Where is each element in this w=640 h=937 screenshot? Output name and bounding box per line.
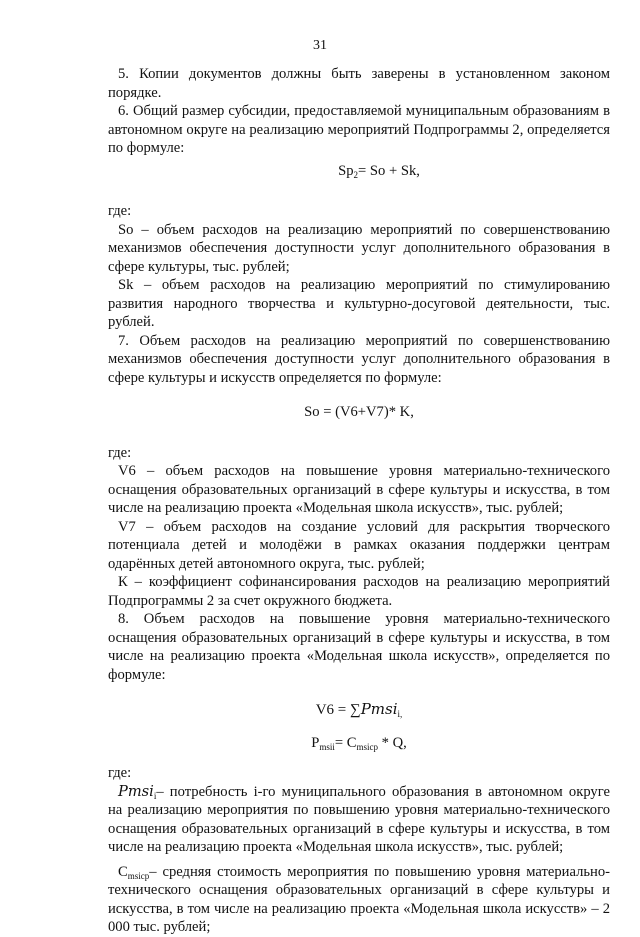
page-number: 31 bbox=[313, 38, 327, 53]
so-definition: So – объем расходов на реализацию мероприятий по совершенствованию механизмов обеспечения доступности услуг дополнительного образования в сфере культуры, тыс. рублей; bbox=[108, 221, 610, 275]
paragraph-7: 7. Объем расходов на реализацию мероприятий по совершенствованию механизмов обеспечения доступности услуг дополнительного образования в сфере культуры и искусств определяется по формуле: bbox=[108, 332, 610, 386]
cmsicp-definition bbox=[108, 863, 610, 937]
formula-pmsi bbox=[108, 734, 610, 753]
formula-sp2-subscript: 2 bbox=[353, 169, 359, 180]
formula-sp2-right: = So + Sk, bbox=[358, 162, 420, 179]
cmsicp-symbol-subscript: msicp bbox=[127, 870, 150, 881]
paragraph-6: 6. Общий размер субсидии, предоставляемой муниципальным образованиям в автономном округе на реализацию мероприятий Подпрограммы 2, определяется по формуле: bbox=[108, 103, 610, 156]
where-label-2: где: bbox=[108, 444, 132, 461]
formula-pmsi-mid: = C bbox=[334, 734, 357, 751]
paragraph-8: 8. Объем расходов на повышение уровня материально-технического оснащения образовательных организаций в сфере культуры и искусства, в том числе на реализацию проекта «Модельная школа искусств», определяется по формуле: bbox=[108, 611, 610, 683]
cmsicp-definition-text: – средняя стоимость мероприятия по повышению уровня материально-технического оснащения образовательных организаций в сфере культуры и искусства, в том числе на реализацию проекта «Модельная школа искусств» – 2 000 тыс. рублей; bbox=[108, 863, 610, 935]
pmsi-symbol: Pmsi bbox=[118, 782, 154, 800]
v7-definition: V7 – объем расходов на создание условий для раскрытия творческого потенциала детей и молодёжи в рамках оказания поддержки центрам одарённых детей автономного округа, тыс. рублей; bbox=[108, 518, 610, 572]
formula-pmsi-left: P bbox=[311, 734, 320, 751]
k-definition: К – коэффициент софинансирования расходов на реализацию мероприятий Подпрограммы 2 за счет окружного бюджета. bbox=[108, 574, 610, 609]
v6-definition: V6 – объем расходов на повышение уровня материально-технического оснащения образовательных организаций в сфере культуры и искусства, в том числе на реализацию проекта «Модельная школа искусств», тыс. рублей; bbox=[108, 463, 610, 516]
paragraph-5: 5. Копии документов должны быть заверены в установленном законом порядке. bbox=[108, 66, 610, 101]
where-label-1: где: bbox=[108, 203, 132, 219]
formula-sp2-left: Sp bbox=[338, 162, 354, 179]
cmsicp-symbol: C bbox=[118, 863, 128, 880]
formula-v6-subscript: i, bbox=[397, 709, 403, 719]
formula-v6 bbox=[108, 700, 610, 720]
pmsi-definition-text: – потребность i-го муниципального образования в автономном округе на реализацию мероприятия по повышению уровня материально-технического оснащения образовательных организаций в сфере культуры и искусства, в том числе на реализацию проекта «Модельная школа искусств», тыс. рублей; bbox=[108, 783, 610, 855]
formula-sp2 bbox=[108, 162, 610, 181]
formula-pmsi-right: * Q, bbox=[377, 734, 407, 751]
formula-pmsi-sub2: msicp bbox=[356, 741, 378, 752]
document-body bbox=[108, 65, 610, 937]
sk-definition: Sk – объем расходов на реализацию мероприятий по стимулированию развития народного творчества и культурно-досуговой деятельности, тыс. рублей. bbox=[108, 277, 610, 330]
pmsi-definition bbox=[108, 783, 610, 857]
pmsi-symbol-subscript: i bbox=[153, 790, 157, 801]
formula-pmsi-sub1: msii bbox=[319, 741, 335, 752]
formula-v6-var: Pmsi bbox=[360, 700, 398, 718]
formula-v6-left: V6 = ∑ bbox=[315, 702, 361, 718]
where-label-3: где: bbox=[108, 765, 132, 781]
formula-so: So = (V6+V7)* K, bbox=[304, 404, 414, 420]
